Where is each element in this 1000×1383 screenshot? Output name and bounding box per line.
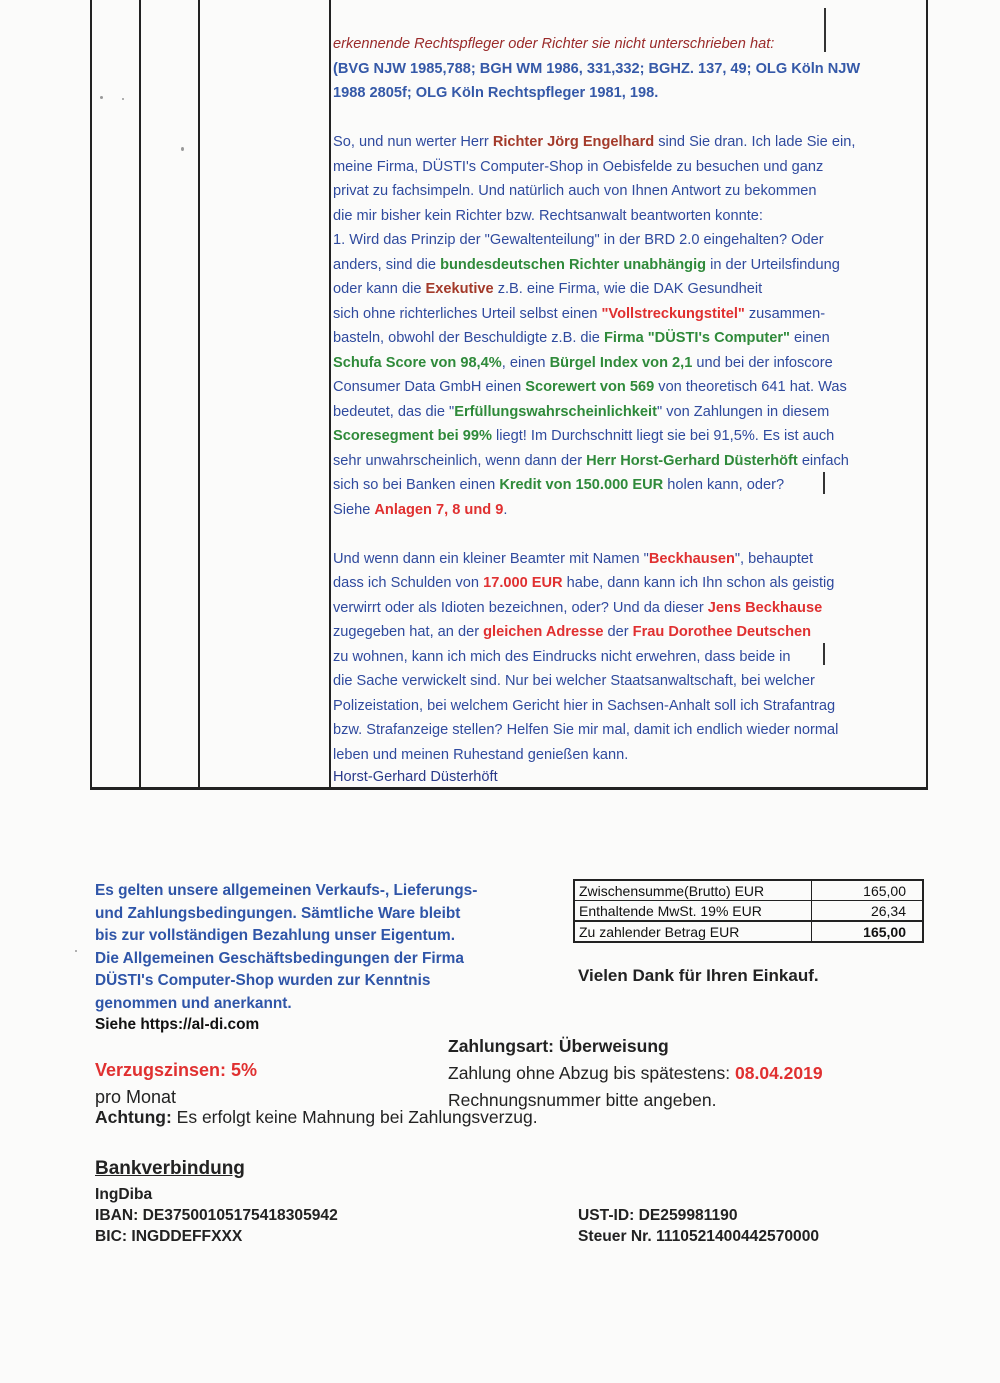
- letter-line: bedeutet, das die "Erfüllungswahrscheinlichkeit" von Zahlungen in diesem: [333, 403, 830, 420]
- terms-line: bis zur vollständigen Bezahlung unser Eigentum.: [95, 927, 456, 944]
- bank-bic: BIC: INGDDEFFXXX: [95, 1228, 243, 1245]
- letter-line: zu wohnen, kann ich mich des Eindrucks nicht erwehren, dass beide in: [333, 648, 791, 665]
- terms-block: [95, 880, 535, 1035]
- letter-line: sich so bei Banken einen Kredit von 150.000 EUR holen kann, oder?: [333, 477, 785, 493]
- letter-line: dass ich Schulden von 17.000 EUR habe, dann kann ich Ihn schon als geistig: [333, 575, 835, 591]
- thanks-text: Vielen Dank für Ihren Einkauf.: [578, 966, 819, 985]
- letter-line: privat zu fachsimpeln. Und natürlich auch von Ihnen Antwort zu bekommen: [333, 183, 817, 199]
- scan-speck: [181, 147, 184, 151]
- payment-due: Zahlung ohne Abzug bis spätestens: 08.04.2019: [448, 1063, 823, 1083]
- judge-name: Richter Jörg Engelhard: [492, 134, 655, 150]
- totals-value: 165,00: [812, 880, 924, 901]
- totals-label: Zu zahlender Betrag EUR: [574, 921, 812, 942]
- payment-type: Zahlungsart: Überweisung: [448, 1036, 669, 1056]
- letter-line: So, und nun werter Herr Richter Jörg Engelhard sind Sie dran. Ich lade Sie ein,: [333, 134, 856, 150]
- scan-speck: [122, 98, 124, 100]
- bank-block: [95, 1158, 338, 1247]
- letter-line: verwirrt oder als Idioten bezeichnen, oder? Und da dieser Jens Beckhause: [333, 599, 823, 616]
- warning-line: Achtung: Es erfolgt keine Mahnung bei Zahlungsverzug.: [95, 1107, 538, 1127]
- table-column-divider: [198, 0, 200, 790]
- table-border-bottom: [90, 787, 928, 790]
- citation-line: 1988 2805f; OLG Köln Rechtspfleger 1981, 198.: [333, 85, 659, 101]
- due-date: 08.04.2019: [735, 1063, 823, 1083]
- letter-line: Siehe Anlagen 7, 8 und 9.: [333, 501, 508, 518]
- totals-row: [574, 901, 923, 922]
- letter-line: die mir bisher kein Richter bzw. Rechtsanwalt beantworten konnte:: [333, 207, 763, 224]
- payment-note: Rechnungsnummer bitte angeben.: [448, 1090, 717, 1110]
- letter-body: [333, 32, 903, 787]
- payment-block: [448, 1033, 823, 1114]
- terms-line: Es gelten unsere allgemeinen Verkaufs-, Lieferungs-: [95, 882, 478, 899]
- letter-line: leben und meinen Ruhestand genießen kann.: [333, 746, 629, 763]
- interest-sub: pro Monat: [95, 1087, 177, 1107]
- letter-line: Und wenn dann ein kleiner Beamter mit Namen "Beckhausen", behauptet: [333, 550, 814, 567]
- bank-iban: IBAN: DE37500105175418305942: [95, 1207, 338, 1224]
- tax-block: [578, 1205, 819, 1247]
- scan-speck: [100, 96, 103, 99]
- totals-row: [574, 880, 923, 901]
- totals-label: Zwischensumme(Brutto) EUR: [574, 880, 812, 901]
- interest-block: [95, 1057, 257, 1111]
- letter-line: 1. Wird das Prinzip der "Gewaltenteilung" in der BRD 2.0 eingehalten? Oder: [333, 232, 824, 248]
- totals-table: [573, 879, 924, 943]
- table-column-divider: [139, 0, 141, 790]
- bank-heading: Bankverbindung: [95, 1158, 245, 1179]
- steuer-nr: Steuer Nr. 1110521400442570000: [578, 1228, 820, 1245]
- letter-line: Schufa Score von 98,4%, einen Bürgel Index von 2,1 und bei der infoscore: [333, 354, 833, 371]
- terms-line: DÜSTI's Computer-Shop wurden zur Kenntnis: [95, 972, 431, 989]
- letter-line: Consumer Data GmbH einen Scorewert von 569 von theoretisch 641 hat. Was: [333, 379, 847, 395]
- totals-value: 165,00: [812, 921, 924, 942]
- letter-line: basteln, obwohl der Beschuldigte z.B. die Firma "DÜSTI's Computer" einen: [333, 330, 830, 346]
- letter-line: bzw. Strafanzeige stellen? Helfen Sie mir mal, damit ich endlich wieder normal: [333, 722, 839, 738]
- terms-link[interactable]: Siehe https://al-di.com: [95, 1016, 260, 1033]
- letter-line: oder kann die Exekutive z.B. eine Firma, wie die DAK Gesundheit: [333, 281, 763, 297]
- totals-label: Enthaltende MwSt. 19% EUR: [574, 901, 812, 922]
- terms-line: genommen und anerkannt.: [95, 994, 292, 1012]
- table-column-divider: [329, 0, 331, 790]
- totals-value: 26,34: [812, 901, 924, 922]
- letter-line: Polizeistation, bei welchem Gericht hier in Sachsen-Anhalt soll ich Strafantrag: [333, 697, 836, 714]
- interest-heading: Verzugszinsen: 5%: [95, 1060, 258, 1080]
- citation-line: (BVG NJW 1985,788; BGH WM 1986, 331,332; BGHZ. 137, 49; OLG Köln NJW: [333, 60, 861, 77]
- letter-line: meine Firma, DÜSTI's Computer-Shop in Oebisfelde zu besuchen und ganz: [333, 158, 824, 175]
- totals-row: [574, 921, 923, 942]
- letter-line: sich ohne richterliches Urteil selbst einen "Vollstreckungstitel" zusammen-: [333, 305, 826, 322]
- scan-speck: [75, 950, 77, 952]
- ust-id: UST-ID: DE259981190: [578, 1207, 738, 1224]
- table-border-right: [926, 0, 928, 790]
- citation-lead: erkennende Rechtspfleger oder Richter sie nicht unterschrieben hat:: [333, 36, 775, 52]
- letter-line: sehr unwahrscheinlich, wenn dann der Herr Horst-Gerhard Düsterhöft einfach: [333, 452, 849, 469]
- letter-line: zugegeben hat, an der gleichen Adresse der Frau Dorothee Deutschen: [333, 624, 812, 640]
- letter-line: Scoresegment bei 99% liegt! Im Durchschnitt liegt sie bei 91,5%. Es ist auch: [333, 428, 835, 444]
- letter-line: anders, sind die bundesdeutschen Richter unabhängig in der Urteilsfindung: [333, 256, 840, 273]
- terms-line: Die Allgemeinen Geschäftsbedingungen der Firma: [95, 949, 464, 967]
- letter-line: die Sache verwickelt sind. Nur bei welcher Staatsanwaltschaft, bei welcher: [333, 673, 815, 689]
- terms-line: und Zahlungsbedingungen. Sämtliche Ware bleibt: [95, 904, 461, 922]
- bank-name: IngDiba: [95, 1186, 153, 1203]
- signature: Horst-Gerhard Düsterhöft: [333, 769, 498, 785]
- table-border-left: [90, 0, 92, 790]
